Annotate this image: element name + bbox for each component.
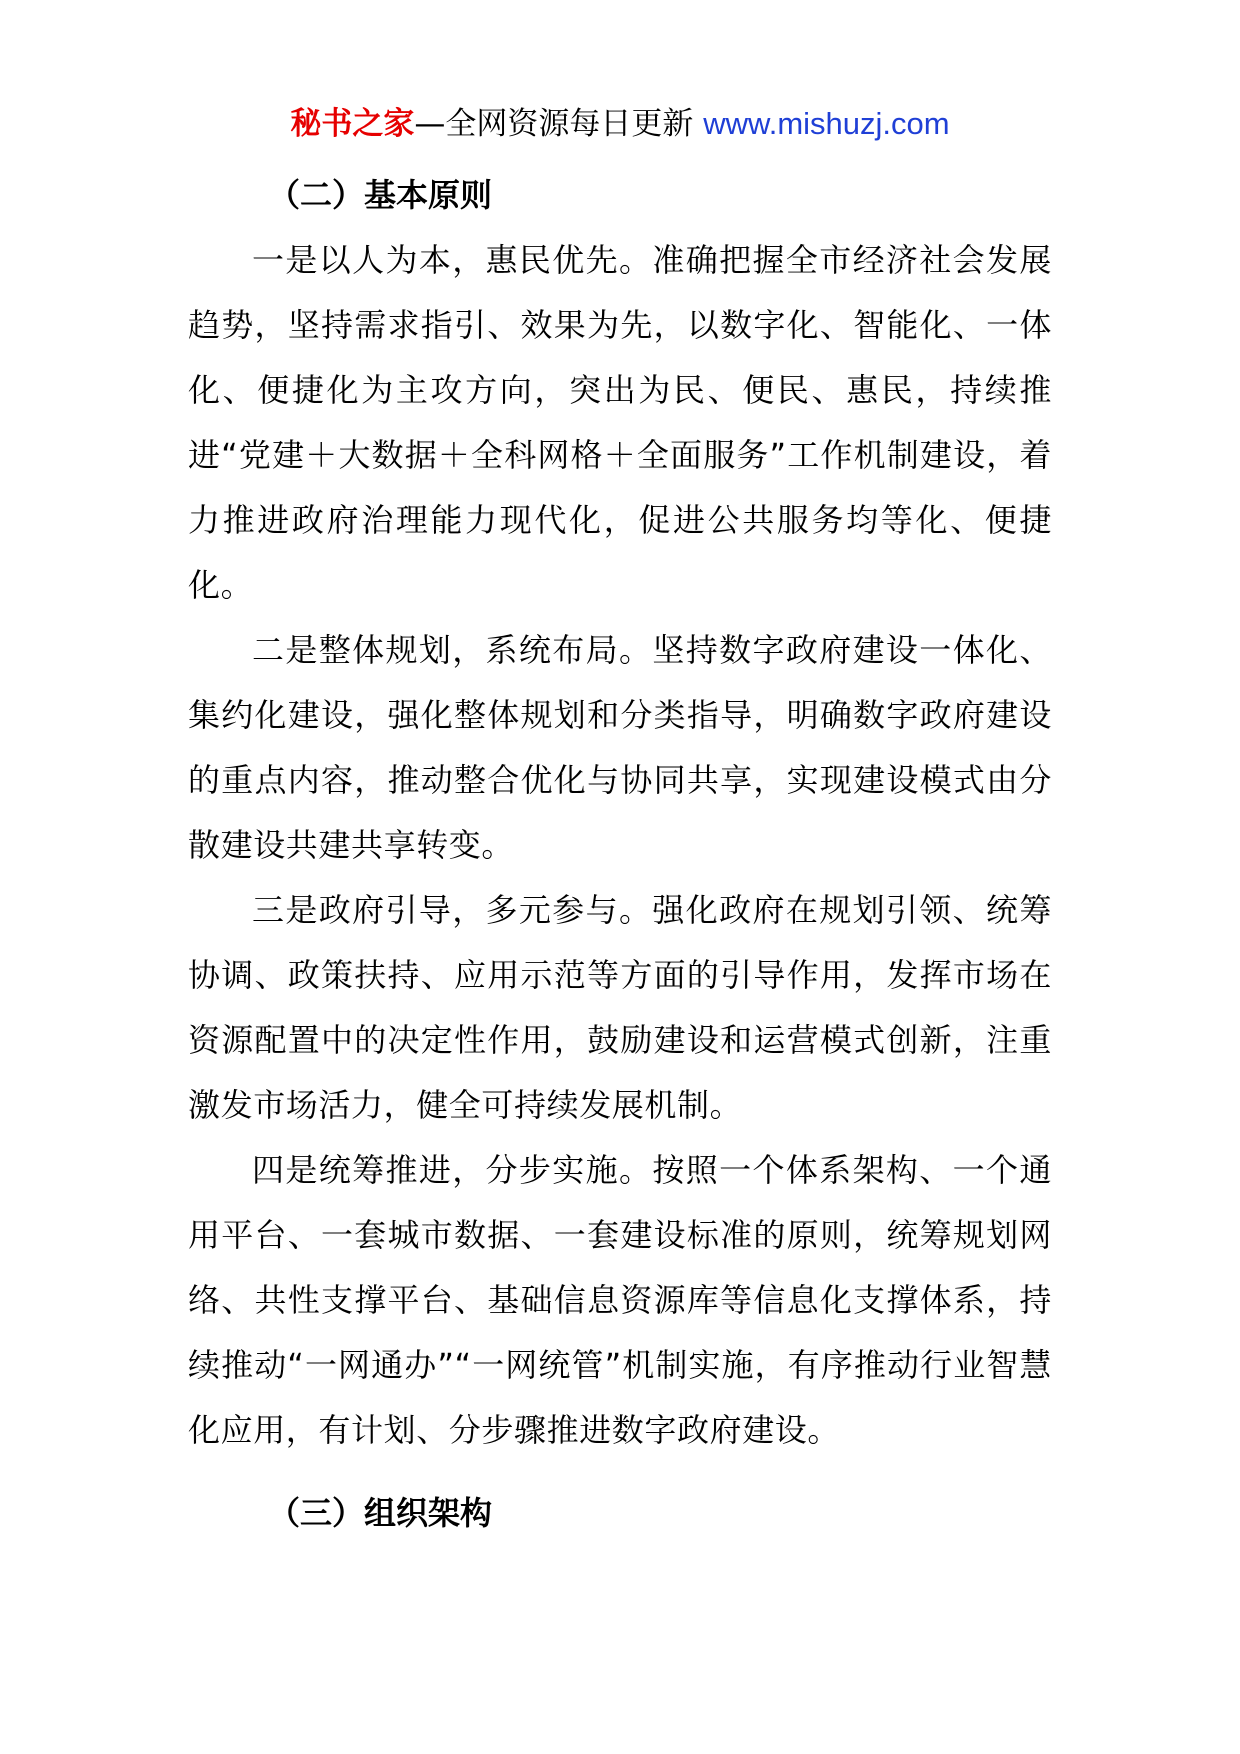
paragraph-principle-4: 四是统筹推进，分步实施。按照一个体系架构、一个通用平台、一套城市数据、一套建设标准的原则，统筹规划网络、共性支撑平台、基础信息资源库等信息化支撑体系，持续推动“一网通办”“一网统管”机制实施，有序推动行业智慧化应用，有计划、分步骤推进数字政府建设。	[188, 1151, 1052, 1449]
site-brand: 秘书之家	[290, 106, 415, 142]
site-tagline: —全网资源每日更新	[414, 106, 704, 142]
paragraph-principle-3: 三是政府引导，多元参与。强化政府在规划引领、统筹协调、政策扶持、应用示范等方面的引导作用，发挥市场在资源配置中的决定性作用，鼓励建设和运营模式创新，注重激发市场活力，健全可持续发展机制。	[188, 891, 1052, 1124]
paragraph-principle-2: 二是整体规划，系统布局。坚持数字政府建设一体化、集约化建设，强化整体规划和分类指导，明确数字政府建设的重点内容，推动整合优化与协同共享，实现建设模式由分散建设共建共享转变。	[188, 631, 1052, 864]
paragraph-principle-1: 一是以人为本，惠民优先。准确把握全市经济社会发展趋势，坚持需求指引、效果为先，以数字化、智能化、一体化、便捷化为主攻方向，突出为民、便民、惠民，持续推进“党建＋大数据＋全科网格＋全面服务”工作机制建设，着力推进政府治理能力现代化，促进公共服务均等化、便捷化。	[188, 241, 1052, 604]
watermark-header	[0, 100, 1240, 148]
section-heading-organization: （三）组织架构	[268, 1494, 493, 1532]
document-body	[188, 163, 1052, 1546]
site-url-link[interactable]: www.mishuzj.com	[703, 106, 950, 141]
section-heading-principles: （二）基本原则	[268, 176, 493, 214]
